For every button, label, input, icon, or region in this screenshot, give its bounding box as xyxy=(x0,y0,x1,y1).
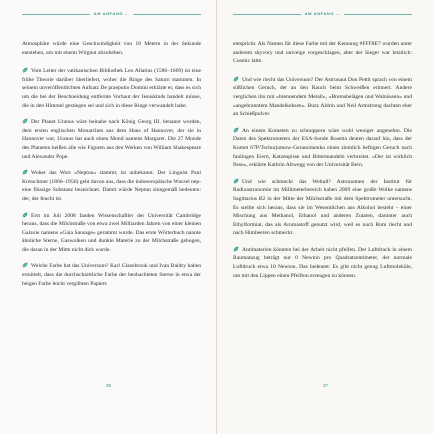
leaf-icon xyxy=(233,178,239,184)
paragraph xyxy=(233,127,412,170)
paragraph xyxy=(233,246,412,280)
paragraph-text: An einem Kometen zu schnuppern wäre wohl weniger angenehm. Die Daten des Spektrometers der ESA-Sonde Rosetta deuten darauf hin, dass der Komet 67P/Tschurjumow-Gerassimenko einen ziemlich heftigen Geruch nach faulingen Eiern, Katzenpisse und Bittermandeln verbreitet. »Der ist wirklich fiese«, erklärte Kathrin Altwegg von der Universität Bern. xyxy=(233,127,412,169)
paragraph xyxy=(233,178,412,238)
running-header xyxy=(22,12,201,18)
paragraph xyxy=(22,169,201,203)
paragraph xyxy=(22,67,201,110)
leaf-icon xyxy=(233,246,239,252)
paragraph xyxy=(22,40,201,57)
header-label: AM ANFANG … xyxy=(90,11,134,16)
running-header xyxy=(233,12,412,18)
paragraph xyxy=(22,262,201,288)
leaf-icon xyxy=(22,67,28,73)
paragraph xyxy=(233,76,412,119)
paragraph-text: Vom Leiter der vatikanischen Bibliothek Leo Allatius (1586–1669) ist eine frühe Theorie darüber überliefert, woher die Ringe des Saturn stammen. In seinem unveröffentlichten Aufsatz De praeputio Domini erklärte er, dass es sich um die bei der Beschneidung entfernte Vorhaut der Jesuskinds handelt müsse, die in den Himmel gestiegen sei und sich in diese Ringe verwandelt habe. xyxy=(22,68,201,109)
leaf-icon xyxy=(233,127,239,133)
leaf-icon xyxy=(233,76,239,82)
leaf-icon xyxy=(22,118,28,124)
leaf-icon xyxy=(22,169,28,175)
leaf-icon xyxy=(22,262,28,268)
header-label: AM ANFANG … xyxy=(301,11,345,16)
paragraph-text: entspricht. Als Namen für diese Farbe mit der Kennung #FFF8E7 wurden unter anderem skyvory und univeige vorgeschlagen, aber der Sieger war letztlich: Cosmic latte. xyxy=(233,41,412,65)
paragraph-text: Woher das Wort »Neptun« stammt, ist unbekannt. Der Linguist Paul Kretschmer (1866–1956) geht davon aus, dass die indoeuropäische Wurzel nep- eine flüssige Substanz bezeichnet. Damit würde Neptun sinngemäß bedeuten: der, der feucht ist. xyxy=(22,170,201,202)
paragraph-text: Und wie riecht das Universum? Der Astronaut Don Pettit sprach von einem süßlichen Geruch, der an den Rauch beim Schweißen erinnert. Andere verglichen ihn mit »brennendem Metall«, »Bremsbelägen und Walnüssen« und »angebranntem Mandelkeksen«. Buzz Aldrin und Neil Armstrong dachten eher an Schießpulver. xyxy=(233,76,412,118)
paragraph xyxy=(22,212,201,255)
right-page xyxy=(217,0,434,434)
page-number: 35 xyxy=(105,383,112,388)
page-number: 37 xyxy=(322,383,329,388)
paragraph-text: Welche Farbe hat das Universum? Karl Glazebrook und Ivan Baldry haben ermittelt, dass die durchschnittliche Farbe der beobachteten Sterne in etwa der beigen Farbe leicht vergilbten Papiers xyxy=(22,263,201,287)
paragraph xyxy=(22,118,201,161)
leaf-icon xyxy=(22,212,28,218)
paragraph-text: Antimaterien könnten bei der Arbeit nicht pfeifen. Der Luftdruck in einem Raumanzug beträgt nur 0 Newton pro Quadratzentimeter, der normale Luftdruck etwa 10 Newton. Das bedeutet: Es gibt nicht genug Luftmoleküle, um mit den Lippen einen Pfeifton erzeugen zu können. xyxy=(233,246,412,279)
paragraph-text: Der Planet Uranus wäre beinahe nach König Georg III. benannt worden, dem ersten englischen Monarchen aus dem Haus of Hannover, der sie in Hannover war, Uranus hat auch einen Mond namens Margaret. Die 27 Monde des Planeten heißen alle wie Figuren aus den Werken von William Shakespeare und Alexander Pope. xyxy=(22,119,201,160)
paragraph xyxy=(233,40,412,66)
paragraph-text: Erst im Juli 2008 fanden Wissenschaftler der Universität Cambridge heraus, dass die Milchstraße von etwa zwei Milliarden Jahren von einer kleinen Galaxie namens »Gaia Sausage« gerammt wurde. Das erste Wörterbuch nannte ähnliche Sterne, Gaswolken und dunkle Materie zu der Milchstraße gebogen, die daran in der Mitte nicht dick wurde. xyxy=(22,212,201,253)
paragraph-text: Atmosphäre würde eine Geschwindigkeit von 18 Metern in der Sekunde entstehen, um mit einem Wirgnut abzuheben. xyxy=(22,41,201,56)
paragraph-text: Und wie schmeckt das Weltall? Astronomen der Institut für Radioastronomie im Millimeterbereich haben 2009 eine große Wolke namens Sagittarius B2 in der Mitte der Milchstraße mit dem Spektrometer untersucht. Es stellte sich heraus, dass sie im Wesentlichen aus Alkohol besteht – einer Mischung aus Methanol, Ethanol und anderen Zutaten, darunter auch Ethylformiat, das als Aromastoff genutzt wird, weil es nach Rum riecht und nach Himbeeren schmeckt. xyxy=(233,178,412,237)
